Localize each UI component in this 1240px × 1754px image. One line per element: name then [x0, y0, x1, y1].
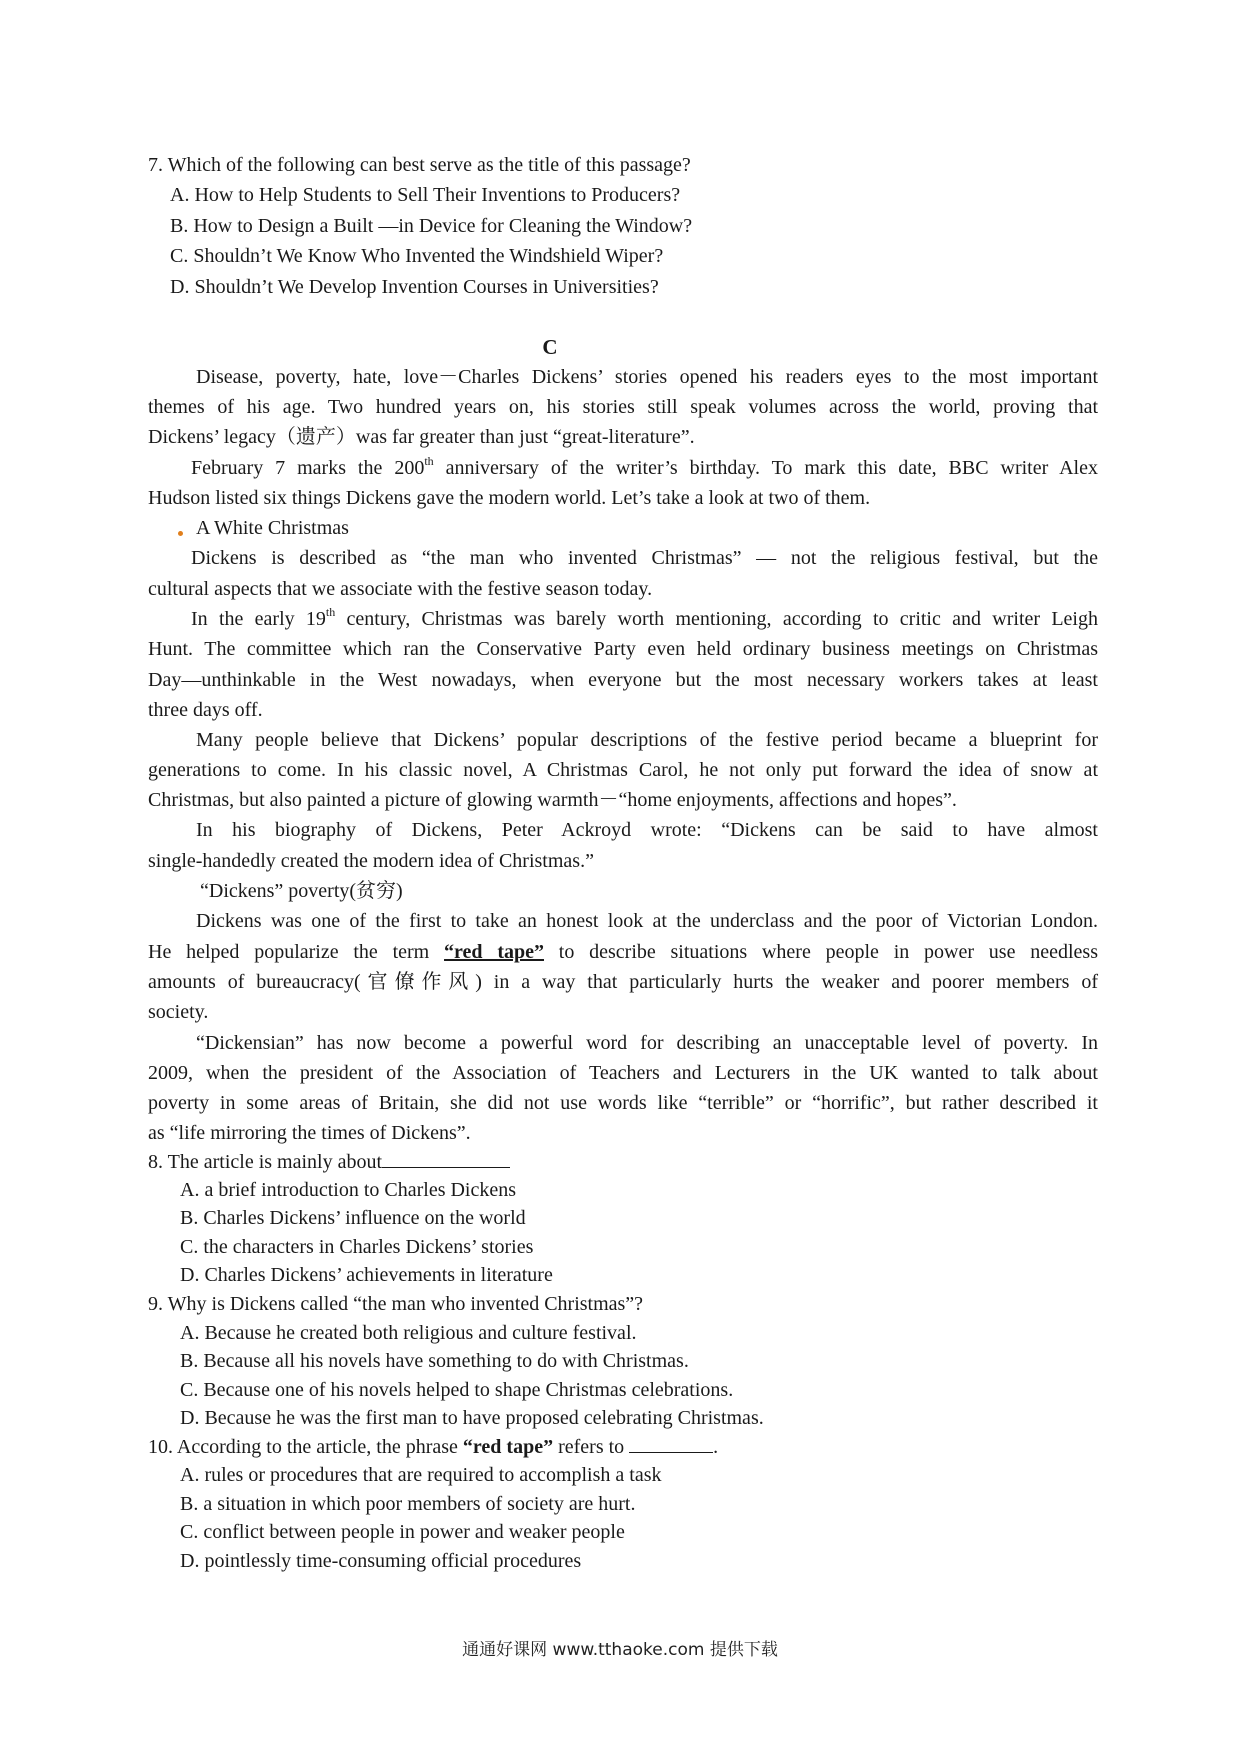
q7-option-b: B. How to Design a Built —in Device for Cleaning the Window? [170, 215, 693, 237]
q9-option-a: A. Because he created both religious and culture festival. [180, 1322, 637, 1344]
p8-line2: 2009, when the president of the Association of Teachers and Lecturers in the UK wanted to talk about [148, 1062, 1098, 1084]
p8-line4: as “life mirroring the times of Dickens”. [148, 1122, 471, 1144]
p3-line2: cultural aspects that we associate with the festive season today. [148, 578, 653, 600]
q10-stem: 10. According to the article, the phrase “red tape” refers to . [148, 1436, 719, 1458]
p4-line3: Day—unthinkable in the West nowadays, when everyone but the most necessary workers takes at least [148, 669, 1098, 691]
p7-line3: amounts of bureaucracy(官僚作风) in a way that particularly hurts the weaker and poorer members of [148, 971, 1098, 993]
q8-option-b: B. Charles Dickens’ influence on the world [180, 1207, 526, 1229]
q7-option-a: A. How to Help Students to Sell Their Inventions to Producers? [170, 184, 681, 206]
q9-option-c: C. Because one of his novels helped to shape Christmas celebrations. [180, 1379, 734, 1401]
q9-stem: 9. Why is Dickens called “the man who invented Christmas”? [148, 1293, 644, 1315]
p1-line1: Disease, poverty, hate, love－Charles Dickens’ stories opened his readers eyes to the most important [196, 366, 1098, 388]
q10-option-b: B. a situation in which poor members of society are hurt. [180, 1493, 636, 1515]
q8-option-c: C. the characters in Charles Dickens’ stories [180, 1236, 534, 1258]
p4-line1: In the early 19th century, Christmas was barely worth mentioning, according to critic and writer Leigh [191, 605, 1098, 630]
p7-line2: He helped popularize the term “red tape” to describe situations where people in power use needless [148, 941, 1098, 963]
red-tape-term: “red tape” [444, 941, 544, 963]
q8-option-d: D. Charles Dickens’ achievements in literature [180, 1264, 553, 1286]
p7-line1: Dickens was one of the first to take an honest look at the underclass and the poor of Victorian London. [196, 910, 1098, 932]
q9-option-b: B. Because all his novels have something to do with Christmas. [180, 1350, 689, 1372]
section-title-dickens-poverty: “Dickens” poverty(贫穷) [200, 880, 403, 902]
answer-blank [382, 1149, 510, 1168]
q8-option-a: A. a brief introduction to Charles Dickens [180, 1179, 517, 1201]
p6-line1: In his biography of Dickens, Peter Ackroyd wrote: “Dickens can be said to have almost [196, 819, 1098, 841]
bullet-dot-icon [178, 531, 183, 536]
q7-stem: 7. Which of the following can best serve as the title of this passage? [148, 154, 691, 176]
section-title-white-christmas: A White Christmas [196, 517, 349, 539]
p2-line1: February 7 marks the 200th anniversary of the writer’s birthday. To mark this date, BBC writer Alex [191, 454, 1098, 479]
q7-option-c: C. Shouldn’t We Know Who Invented the Windshield Wiper? [170, 245, 664, 267]
answer-blank [629, 1434, 713, 1453]
p3-line1: Dickens is described as “the man who invented Christmas” — not the religious festival, but the [191, 547, 1098, 569]
p5-line1: Many people believe that Dickens’ popular descriptions of the festive period became a blueprint for [196, 729, 1098, 751]
footer-watermark: 通通好课网 www.tthaoke.com 提供下载 [462, 1640, 778, 1660]
p8-line3: poverty in some areas of Britain, she did not use words like “terrible” or “horrific”, but rather described it [148, 1092, 1098, 1114]
passage-heading: C [542, 335, 558, 359]
q10-option-d: D. pointlessly time-consuming official procedures [180, 1550, 582, 1572]
p5-line2: generations to come. In his classic novel, A Christmas Carol, he not only put forward the idea of snow at [148, 759, 1098, 781]
p8-line1: “Dickensian” has now become a powerful word for describing an unacceptable level of poverty. In [196, 1032, 1098, 1054]
p1-line3: Dickens’ legacy（遗产）was far greater than just “great-literature”. [148, 426, 695, 448]
p5-line3: Christmas, but also painted a picture of glowing warmth－“home enjoyments, affections and hopes”. [148, 789, 957, 811]
p1-line2: themes of his age. Two hundred years on, his stories still speak volumes across the world, proving that [148, 396, 1098, 418]
q10-option-a: A. rules or procedures that are required to accomplish a task [180, 1464, 662, 1486]
q9-option-d: D. Because he was the first man to have proposed celebrating Christmas. [180, 1407, 764, 1429]
p7-line4: society. [148, 1001, 209, 1023]
p4-line2: Hunt. The committee which ran the Conservative Party even held ordinary business meetings on Christmas [148, 638, 1098, 660]
q10-option-c: C. conflict between people in power and weaker people [180, 1521, 625, 1543]
q7-option-d: D. Shouldn’t We Develop Invention Courses in Universities? [170, 276, 659, 298]
p4-line4: three days off. [148, 699, 263, 721]
p2-line2: Hudson listed six things Dickens gave the modern world. Let’s take a look at two of them. [148, 487, 871, 509]
red-tape-term: “red tape” [462, 1436, 554, 1458]
p6-line2: single-handedly created the modern idea of Christmas.” [148, 850, 594, 872]
q8-stem: 8. The article is mainly about [148, 1147, 510, 1177]
